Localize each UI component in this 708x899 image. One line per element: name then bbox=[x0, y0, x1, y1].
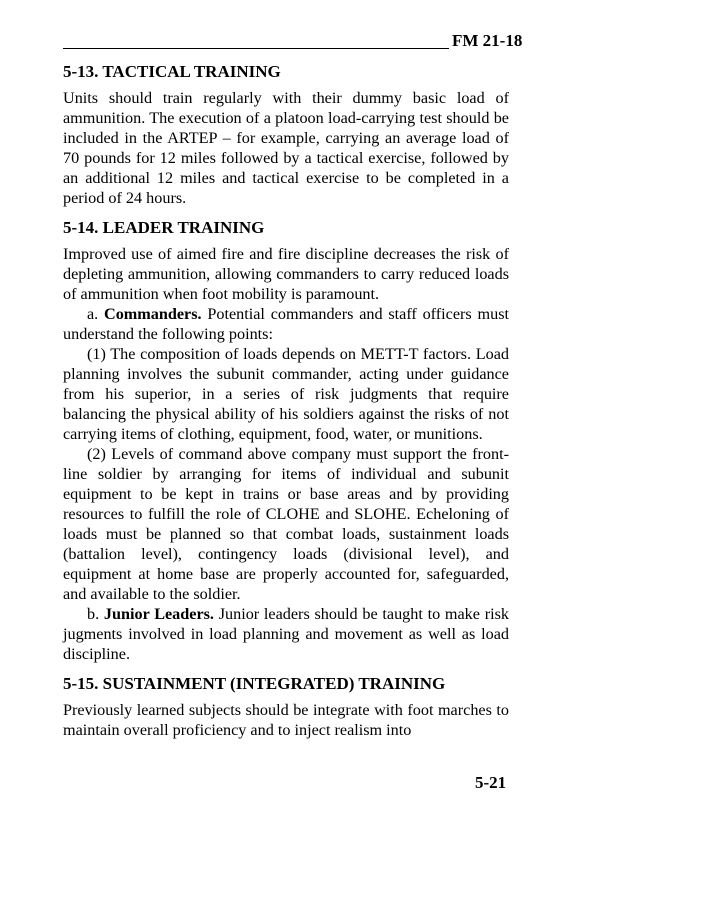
page-number: 5-21 bbox=[475, 773, 507, 792]
commanders-prefix: a. bbox=[87, 305, 105, 323]
commanders-text: Potential commanders and staff officers must understand the following points: bbox=[63, 305, 509, 343]
section-5-13-paragraph: Units should train regularly with their dummy basic load of ammunition. The execution of a platoon load-carrying test should be included in the ARTEP – for example, carrying an average load of 70 pounds for 12 miles followed by a tactical exercise, followed by an additional 12 miles and tactical exercise to be completed in a period of 24 hours. bbox=[63, 89, 509, 207]
commanders-title: Commanders. bbox=[104, 305, 202, 323]
section-5-13-heading: 5-13. TACTICAL TRAINING bbox=[63, 62, 281, 81]
section-5-14-heading: 5-14. LEADER TRAINING bbox=[63, 218, 265, 237]
junior-leaders-text: Junior leaders should be taught to make risk jugments involved in load planning and movement as well as load discipline. bbox=[63, 605, 509, 663]
section-5-14-paragraph: Improved use of aimed fire and fire discipline decreases the risk of depleting ammunition, allowing commanders to carry reduced loads of ammunition when foot mobility is paramount. bbox=[63, 245, 509, 303]
junior-leaders-paragraph bbox=[63, 604, 509, 664]
point-2-paragraph: (2) Levels of command above company must support the front-line soldier by arranging for items of individual and subunit equipment to be kept in trains or base areas and by providing resources to fulfill the role of CLOHE and SLOHE. Echeloning of loads must be planned so that combat loads, sustainment loads (battalion level), contingency loads (divisional level), and equipment at home base are properly accounted for, safeguarded, and available to the soldier. bbox=[63, 445, 509, 603]
header-rule bbox=[63, 48, 449, 49]
junior-leaders-prefix: b. bbox=[87, 605, 104, 623]
page-content bbox=[63, 62, 509, 740]
point-1-paragraph: (1) The composition of loads depends on METT-T factors. Load planning involves the subunit commander, acting under guidance from his superior, in a series of risk judgments that require balancing the physical ability of his soldiers against the risks of not carrying items of clothing, equipment, food, water, or munitions. bbox=[63, 345, 509, 443]
commanders-paragraph bbox=[63, 304, 509, 344]
junior-leaders-title: Junior Leaders. bbox=[103, 605, 214, 623]
section-5-15-paragraph: Previously learned subjects should be integrate with foot marches to maintain overall proficiency and to inject realism into bbox=[63, 701, 509, 739]
section-5-15-heading: 5-15. SUSTAINMENT (INTEGRATED) TRAINING bbox=[63, 674, 446, 693]
manual-code: FM 21-18 bbox=[452, 31, 523, 50]
